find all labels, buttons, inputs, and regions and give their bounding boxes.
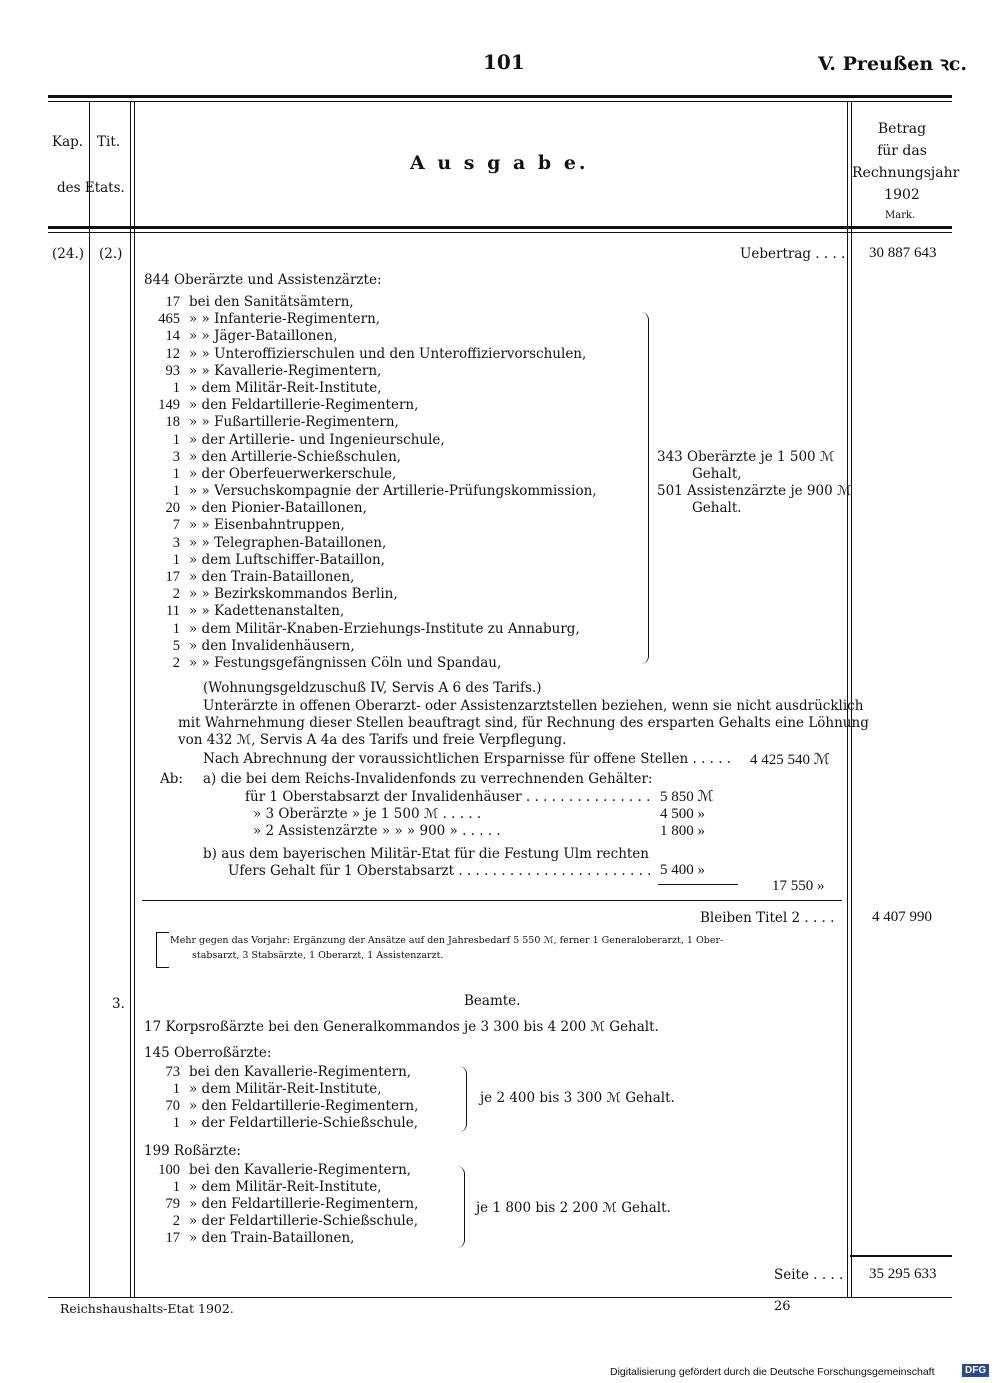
item-text: » den Artillerie-Schießschulen, (189, 448, 402, 465)
rossaerzte-list (150, 1162, 418, 1247)
item-text: » den Feldartillerie-Regimentern, (189, 397, 419, 414)
item-text: » der Feldartillerie-Schießschule, (189, 1115, 418, 1131)
head-bottom-rule (48, 226, 952, 229)
col-divider-tit-2 (134, 101, 135, 1298)
ab-row-text: » 2 Assistenzärzte » » » 900 » . . . . . (253, 823, 501, 839)
oberrossaerzte-list (150, 1064, 418, 1132)
item-text: » » Versuchskompagnie der Artillerie-Prüfungskommission, (189, 483, 597, 500)
rossaerzte-note: je 1 800 bis 2 200 ℳ Gehalt. (476, 1200, 671, 1216)
page-number: 101 (483, 50, 525, 74)
item-text: » den Train-Bataillonen, (189, 569, 355, 585)
ab-row-value: 5 850 ℳ (660, 789, 714, 805)
ab-row-text: » 3 Oberärzte » je 1 500 ℳ . . . . . (253, 806, 482, 822)
item-text: » dem Militär-Reit-Institute, (189, 1081, 382, 1097)
item-count: 73 (165, 1064, 180, 1080)
item-text: » dem Militär-Reit-Institute, (189, 1179, 382, 1195)
para-line-2: mit Wahrnehmung dieser Stellen beauftragt sind, für Rechnung des ersparten Gehalts eine Löhnung (178, 715, 869, 731)
col-divider-tit (130, 101, 131, 1298)
wohnungsgeld: (Wohnungsgeldzuschuß IV, Servis A 6 des Tarifs.) (203, 680, 542, 696)
brace-note-1: 343 Oberärzte je 1 500 ℳ (657, 449, 835, 465)
brace-note-4: Gehalt. (692, 500, 742, 516)
dfg-credit: Digitalisierung gefördert durch die Deutsche Forschungsgemeinschaft (610, 1366, 935, 1378)
brace-oberrossaerzte (456, 1066, 467, 1132)
ab-rows (245, 789, 725, 840)
item-count: 5 (172, 637, 180, 654)
list-item (150, 363, 597, 380)
dfg-logo: DFG (962, 1364, 989, 1377)
item-count: 17 (165, 294, 180, 310)
item-count: 17 (165, 1230, 180, 1246)
item-text: » den Invalidenhäusern, (189, 637, 355, 654)
oberrossaerzte-heading: 145 Oberroßärzte: (144, 1045, 272, 1061)
korpsrossaerzte: 17 Korpsroßärzte bei den Generalkommandos je 3 300 bis 4 200 ℳ Gehalt. (144, 1019, 659, 1035)
brace-rossaerzte (454, 1166, 465, 1248)
tit-3: 3. (112, 996, 125, 1012)
col-divider-kap (89, 101, 90, 1298)
top-double-rule (48, 95, 952, 98)
head-des-etats: des Etats. (57, 180, 125, 196)
item-text: » den Feldartillerie-Regimentern, (189, 1098, 419, 1114)
list-item (150, 603, 597, 620)
head-amount-line-1: Betrag (877, 121, 927, 137)
head-title-ausgabe: A u s g a b e. (410, 152, 589, 174)
list-item (150, 1115, 418, 1132)
nach-abrechnung: Nach Abrechnung der voraussichtlichen Ersparnisse für offene Stellen . . . . . (203, 751, 732, 767)
item-count: 1 (172, 551, 180, 568)
head-amount (852, 118, 960, 206)
bottom-rule (48, 1297, 952, 1298)
list-item (150, 1064, 418, 1081)
head-tit: Tit. (97, 134, 121, 150)
ab-row-value: 4 500 » (660, 806, 705, 822)
item-count: 1 (172, 1115, 180, 1131)
item-text: bei den Kavallerie-Regimentern, (189, 1064, 412, 1080)
seite-rule (850, 1255, 952, 1257)
head-currency: Mark. (885, 210, 916, 221)
section-title: V. Preußen ꝛc. (818, 53, 967, 75)
ab-b-line-1: b) aus dem bayerischen Militär-Etat für die Festung Ulm rechten (203, 846, 649, 862)
list-item (150, 432, 597, 449)
item-count: 17 (165, 569, 180, 585)
item-text: » » Jäger-Bataillonen, (189, 328, 338, 345)
brace-note-3: 501 Assistenzärzte je 900 ℳ (657, 483, 852, 499)
list-item (150, 449, 597, 466)
item-count: 1 (172, 465, 180, 482)
item-count: 11 (166, 603, 180, 620)
item-count: 2 (172, 586, 180, 603)
list-item (150, 1230, 418, 1247)
item-text: » » Infanterie-Regimentern, (189, 311, 381, 328)
ab-total: 17 550 » (772, 878, 825, 894)
para-line-3: von 432 ℳ, Servis A 4a des Tarifs und freie Verpflegung. (178, 732, 567, 748)
beamte-heading: Beamte. (464, 993, 521, 1009)
item-text: » » Festungsgefängnissen Cöln und Spandau, (189, 654, 502, 671)
head-kap: Kap. (52, 134, 84, 150)
brace-note-2: Gehalt, (692, 466, 742, 482)
ab-sum-rule (658, 884, 738, 885)
oberrossaerzte-note: je 2 400 bis 3 300 ℳ Gehalt. (480, 1090, 675, 1106)
ab-b-line-2: Ufers Gehalt für 1 Oberstabsarzt . . . . . . . . . . . . . . . . . . . . . . . (228, 863, 652, 879)
list-item (150, 638, 597, 655)
ab-row (245, 806, 725, 823)
item-text: » den Train-Bataillonen, (189, 1230, 355, 1246)
item-count: 1 (172, 431, 180, 448)
item-text: bei den Kavallerie-Regimentern, (189, 1162, 412, 1178)
list-item (150, 586, 597, 603)
item-count: 7 (172, 517, 180, 534)
head-amount-line-2: für das (877, 143, 927, 159)
list-item (150, 311, 597, 328)
footer-sheet-number: 26 (774, 1299, 791, 1314)
aerzte-heading: 844 Oberärzte und Assistenzärzte: (144, 272, 382, 288)
item-count: 1 (172, 483, 180, 500)
item-count: 12 (165, 345, 180, 362)
brace-note (657, 449, 851, 517)
uebertrag-value: 30 887 643 (869, 245, 937, 261)
ab-row (245, 789, 725, 806)
mehr-note-bracket (156, 932, 169, 968)
item-count: 465 (158, 311, 180, 328)
item-count: 1 (172, 1179, 180, 1195)
item-count: 2 (172, 1213, 180, 1229)
tit-2: (2.) (99, 246, 123, 262)
list-item (150, 621, 597, 638)
item-count: 1 (172, 620, 180, 637)
list-item (150, 1179, 418, 1196)
item-count: 2 (172, 654, 180, 671)
item-text: » » Bezirkskommandos Berlin, (189, 586, 398, 603)
item-text: » der Oberfeuerwerkerschule, (189, 465, 397, 482)
seite-value: 35 295 633 (869, 1266, 937, 1282)
ab-label: Ab: (160, 771, 183, 787)
item-text: » den Feldartillerie-Regimentern, (189, 1196, 419, 1212)
rossaerzte-heading: 199 Roßärzte: (144, 1143, 241, 1159)
list-item (150, 1098, 418, 1115)
para-line-1: Unterärzte in offenen Oberarzt- oder Assistenzarztstellen beziehen, wenn sie nicht ausdrücklich (203, 698, 864, 714)
item-text: » » Kavallerie-Regimentern, (189, 362, 382, 379)
bleiben-label: Bleiben Titel 2 . . . . (700, 910, 835, 926)
bleiben-rule (142, 900, 842, 901)
bleiben-value: 4 407 990 (872, 909, 932, 925)
head-amount-line-4: 1902 (884, 187, 920, 203)
item-count: 1 (172, 1081, 180, 1097)
uebertrag-label: Uebertrag . . . . (740, 246, 846, 262)
item-text: » der Artillerie- und Ingenieurschule, (189, 431, 445, 448)
list-item (150, 569, 597, 586)
ab-row-value: 1 800 » (660, 823, 705, 839)
item-count: 20 (165, 500, 180, 517)
item-text: » » Unteroffizierschulen und den Unteroffiziervorschulen, (189, 345, 587, 362)
item-count: 18 (165, 414, 180, 431)
list-item (150, 655, 597, 672)
head-bottom-rule-thin (48, 232, 952, 233)
seite-label: Seite . . . . (774, 1267, 844, 1283)
list-item (150, 1081, 418, 1098)
item-count: 70 (165, 1098, 180, 1114)
item-text: » den Pionier-Bataillonen, (189, 500, 367, 517)
item-count: 93 (165, 362, 180, 379)
ab-b-value: 5 400 » (660, 862, 705, 878)
list-item (150, 535, 597, 552)
item-text: » dem Militär-Knaben-Erziehungs-Institute zu Annaburg, (189, 620, 580, 637)
list-item (150, 552, 597, 569)
item-text: » der Feldartillerie-Schießschule, (189, 1213, 418, 1229)
list-item (150, 466, 597, 483)
item-count: 79 (165, 1196, 180, 1212)
item-text: » » Eisenbahntruppen, (189, 517, 345, 534)
ab-a: a) die bei dem Reichs-Invalidenfonds zu verrechnenden Gehälter: (203, 771, 653, 787)
item-count: 14 (165, 328, 180, 345)
item-text: » » Kadettenanstalten, (189, 603, 345, 620)
ab-row-text: für 1 Oberstabsarzt der Invalidenhäuser . . . . . . . . . . . . . . . (245, 789, 651, 805)
unteraerzte-paragraph (178, 698, 869, 749)
list-item (150, 1162, 418, 1179)
item-text: » dem Luftschiffer-Bataillon, (189, 551, 385, 568)
item-count: 3 (172, 534, 180, 551)
mehr-note-line-2: stabsarzt, 3 Stabsärzte, 1 Oberarzt, 1 Assistenzarzt. (192, 950, 444, 961)
kap-24: (24.) (52, 246, 85, 262)
list-item (150, 346, 597, 363)
head-amount-line-3: Rechnungsjahr (852, 165, 960, 181)
item-text: » » Fußartillerie-Regimentern, (189, 414, 399, 431)
brace-aerzte (638, 312, 649, 664)
list-item (150, 294, 597, 311)
mehr-note-line-1: Mehr gegen das Vorjahr: Ergänzung der Ansätze auf den Jahresbedarf 5 550 ℳ, ferner 1 Generaloberarzt, 1 Ober- (170, 935, 724, 946)
aerzte-list (150, 294, 597, 672)
list-item (150, 517, 597, 534)
item-count: 1 (172, 379, 180, 396)
list-item (150, 414, 597, 431)
list-item (150, 483, 597, 500)
list-item (150, 1196, 418, 1213)
nach-value: 4 425 540 ℳ (750, 752, 830, 768)
item-count: 100 (158, 1162, 180, 1178)
list-item (150, 380, 597, 397)
footer-etat: Reichshaushalts-Etat 1902. (60, 1301, 234, 1316)
list-item (150, 1213, 418, 1230)
item-text: bei den Sanitätsämtern, (189, 294, 354, 310)
item-count: 3 (172, 448, 180, 465)
top-rule-thin (48, 101, 952, 102)
list-item (150, 328, 597, 345)
item-text: » » Telegraphen-Bataillonen, (189, 534, 387, 551)
ab-row (245, 823, 725, 840)
list-item (150, 397, 597, 414)
list-item (150, 500, 597, 517)
item-text: » dem Militär-Reit-Institute, (189, 379, 382, 396)
item-count: 149 (158, 397, 180, 414)
